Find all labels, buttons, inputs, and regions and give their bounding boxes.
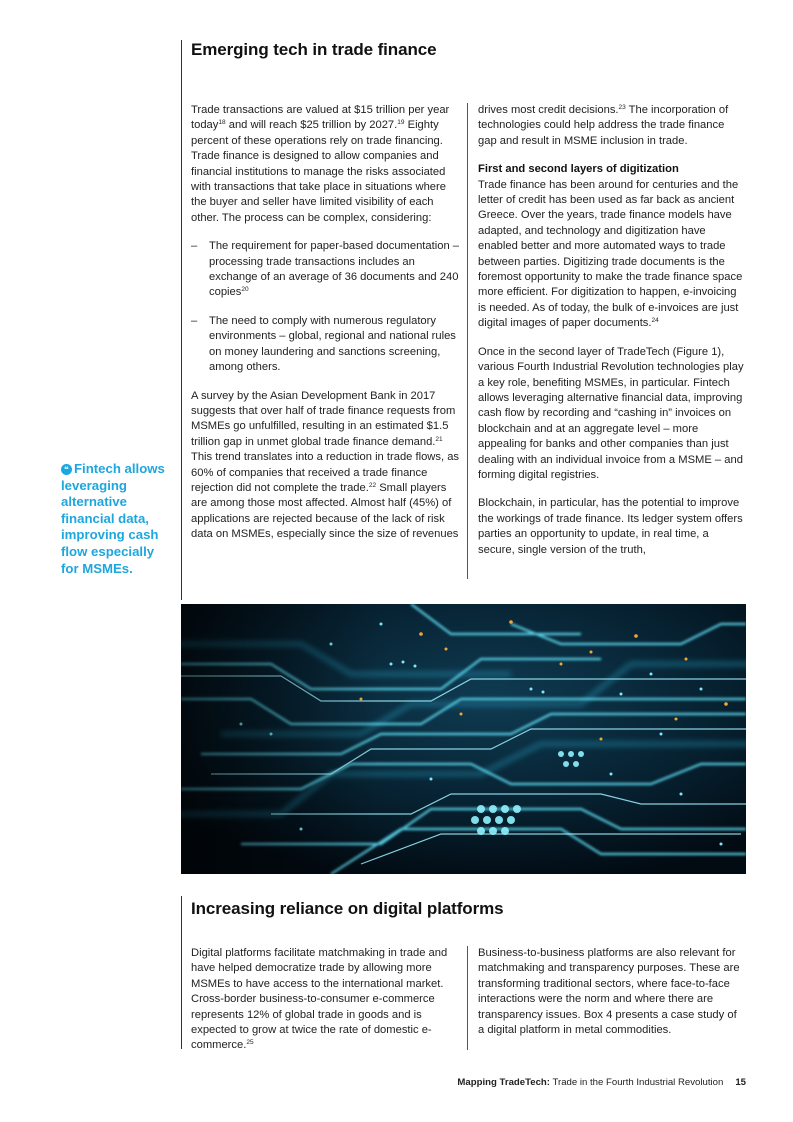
paragraph: Digital platforms facilitate matchmaking in trade and have helped democratize trade by allowing more MSMEs to have access to the international market. Cross-border business-to-consumer e-commerce represents 12% of global trade in goods and is expected to grow at twice the rate of domestic e-commerce.$^{25}$	[191, 947, 448, 1052]
column-left	[191, 946, 461, 1067]
paragraph: Trade transactions are valued at $15 trillion per year today$^{18}$ and will reach $25 trillion by 2027.19 Eighty percent of these operations rely on trade financing. Trade finance is designed to allow companies and financial institutions to manage the risks associated with transactions that take place in situations where the buyer and seller have limited visibility of each other. The process can be complex, considering:	[191, 104, 450, 224]
column-separator	[467, 946, 468, 1050]
column-separator	[467, 103, 468, 579]
section-divider-line	[181, 896, 182, 1049]
report-subtitle: Trade in the Fourth Industrial Revolution	[550, 1077, 724, 1088]
bullet-item: – The requirement for paper-based documentation – processing trade transactions includes an exchange of an average of 36 documents and 240 copies$^{20}$	[191, 240, 460, 299]
quote-icon: ❝	[61, 464, 72, 475]
bullet-item: – The need to comply with numerous regulatory environments – global, regional and national rules on money laundering and sanctions screening, among others.	[191, 314, 456, 374]
paragraph: drives most credit decisions.$^{23}$ The incorporation of technologies could help address the trade finance gap and result in MSME inclusion in trade.	[478, 104, 729, 147]
circuit-board-graphic	[181, 604, 746, 874]
column-right	[478, 103, 744, 571]
section-heading: Emerging tech in trade finance	[191, 40, 437, 59]
page-footer	[457, 1077, 746, 1088]
pull-quote-text: Fintech allows leveraging alternative financial data, improving cash flow especially for MSMEs.	[61, 461, 165, 576]
section-heading: Increasing reliance on digital platforms	[191, 899, 504, 918]
page-number: 15	[735, 1077, 746, 1088]
paragraph: Once in the second layer of TradeTech (Figure 1), various Fourth Industrial Revolution technologies play a key role, benefiting MSMEs, in particular. Fintech allows leveraging alternative financial data, improving cash flow by recording and “cashing in” invoices on blockchain and at an aggregate level – more appealing for banks and other companies than just dealing with an individual invoice from a MSME – and forming digital registries.	[478, 345, 744, 481]
subheading: First and second layers of digitization	[478, 163, 679, 176]
column-right	[478, 946, 744, 1051]
column-left	[191, 103, 461, 556]
report-title: Mapping TradeTech:	[457, 1077, 550, 1088]
paragraph: A survey by the Asian Development Bank in 2017 suggests that over half of trade finance requests from MSMEs go unfulfilled, resulting in an estimated $1.5 trillion gap in unmet global trade finance demand.$^{21}$ This trend translates into a reduction in trade flows, as 60% of companies that received a trade finance rejection did not complete the trade.$^{22}$ Small players are among those most affected. Almost half (45%) of applications are rejected because of the lack of risk data on MSMEs, especially since the size of revenues	[191, 389, 460, 541]
paragraph: Business-to-business platforms are also relevant for matchmaking and transparency purposes. These are transforming traditional sectors, where face-to-face interactions were the norm and where there are transparency issues. Box 4 presents a case study of a digital platform in metal commodities.	[478, 947, 740, 1037]
pull-quote	[61, 461, 165, 577]
paragraph: Blockchain, in particular, has the potential to improve the workings of trade finance. Its ledger system offers parties an opportunity to update, in real time, a secure, single version of the truth,	[478, 497, 743, 556]
section-divider-line	[181, 40, 182, 600]
circuit-board-image	[181, 604, 746, 874]
paragraph: Trade finance has been around for centuries and the letter of credit has been used as far back as ancient Greece. Over the years, trade finance models have adapted, and technology and digitization have enabled better and more automated ways to trade between parties. Digitizing trade documents is the foremost opportunity to make the trade finance space more efficient. For digitization to happen, e-invoicing is needed. As of today, the bulk of e-invoices are just digital images of paper documents.$^{24}$	[478, 178, 743, 330]
